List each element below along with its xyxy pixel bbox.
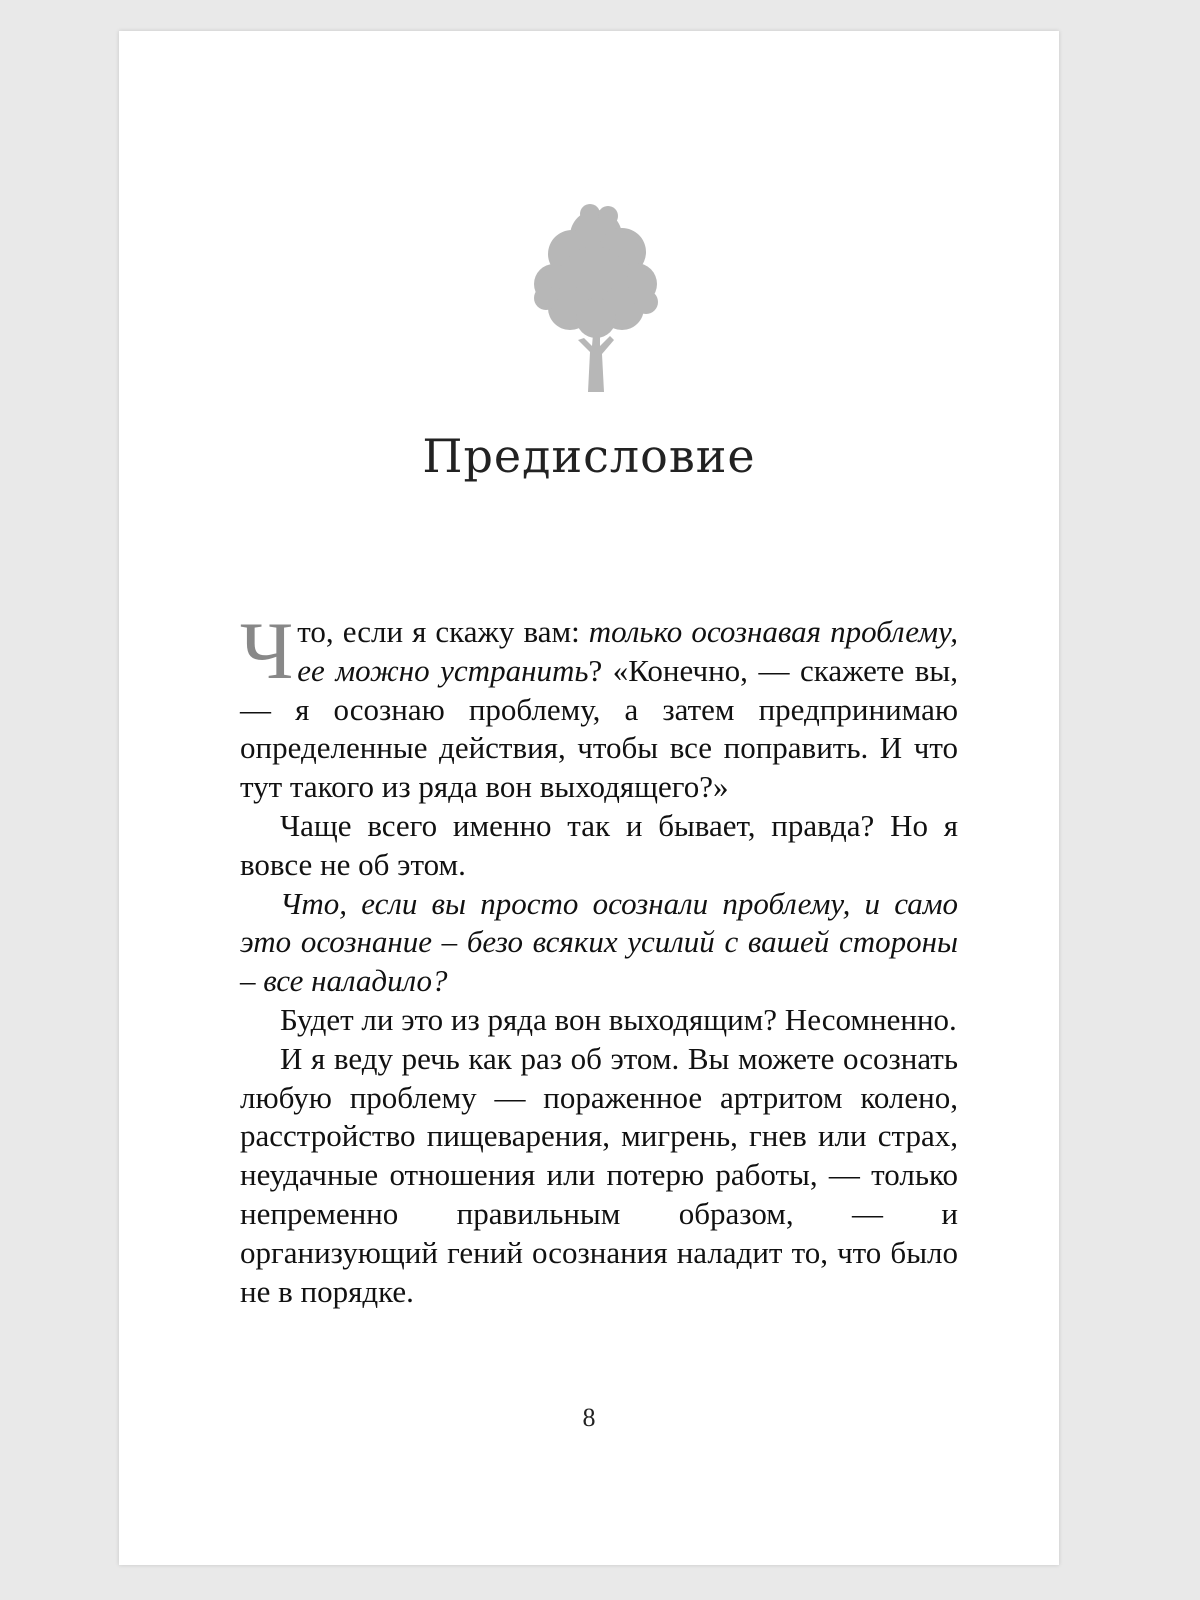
book-page bbox=[119, 31, 1059, 1565]
tree-icon bbox=[530, 202, 660, 392]
drop-cap: Ч bbox=[240, 605, 294, 696]
emphasis-text: Что, если вы просто осознали проблему, и само это осознание – безо всяких усилий с вашей стороны – все наладило? bbox=[240, 885, 958, 999]
paragraph-rest: ? «Конечно, — скажете вы, — я осознаю проблему, а затем предпринимаю определенные действия, чтобы все поправить. И что тут такого из ряда вон выходящего?» bbox=[240, 652, 958, 805]
page-number: 8 bbox=[582, 1403, 596, 1432]
italic-paragraph bbox=[240, 885, 958, 1001]
body-text bbox=[240, 605, 959, 1311]
paragraph: И я веду речь как раз об этом. Вы можете осознать любую проблему — пораженное артритом колено, расстройство пищеварения, мигрень, гнев или страх, неудачные отношения или потерю работы, — только непременно правильным образом, — и организующий гений осознания наладит то, что было не в порядке. bbox=[240, 1040, 958, 1309]
paragraph: Чаще всего именно так и бывает, правда? Но я вовсе не об этом. bbox=[240, 807, 958, 882]
paragraph bbox=[240, 605, 959, 807]
chapter-title: Предисловие bbox=[422, 429, 756, 483]
emphasis-text: только осознавая проблему, ее можно устранить bbox=[297, 614, 959, 688]
paragraph: Будет ли это из ряда вон выходящим? Несомненно. bbox=[280, 1001, 957, 1037]
paragraph-lead: то, если я скажу вам: bbox=[297, 614, 589, 649]
